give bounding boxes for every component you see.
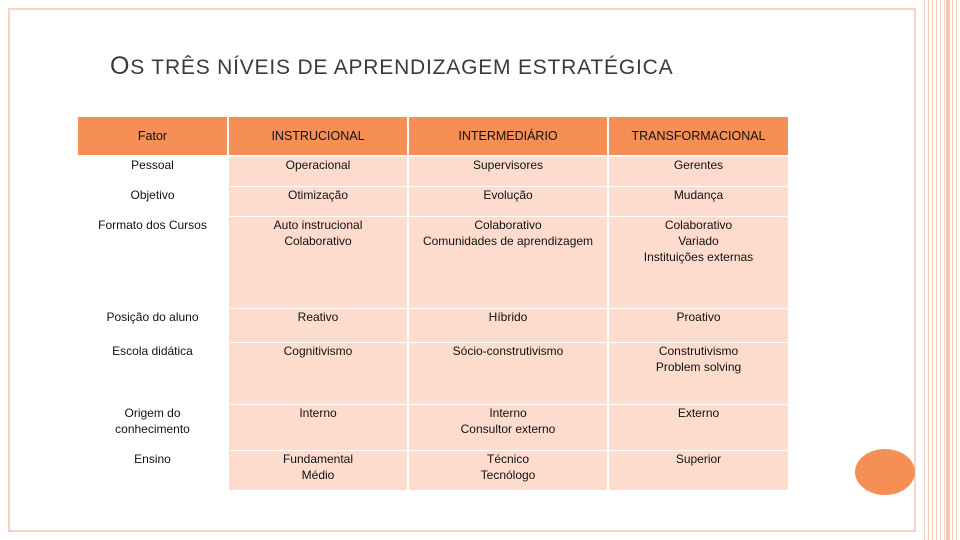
table-cell: Cognitivismo (228, 342, 408, 404)
table-cell: Otimização (228, 186, 408, 216)
table-cell: Evolução (408, 186, 608, 216)
table-row (78, 450, 788, 490)
table-row (78, 308, 788, 342)
table-cell: Supervisores (408, 156, 608, 186)
table-cell: Construtivismo Problem solving (608, 342, 788, 404)
factor-cell: Objetivo (78, 186, 228, 216)
decorative-stripes (924, 0, 960, 540)
factor-cell: Escola didática (78, 342, 228, 404)
slide-title (110, 52, 673, 81)
title-text: S TRÊS NÍVEIS DE APRENDIZAGEM ESTRATÉGICA (130, 56, 674, 79)
learning-levels-table (78, 117, 788, 490)
table-cell: Colaborativo Comunidades de aprendizagem (408, 216, 608, 308)
table-cell: Operacional (228, 156, 408, 186)
table-cell: Híbrido (408, 308, 608, 342)
header-cell: INTERMEDIÁRIO (408, 117, 608, 156)
table-row (78, 404, 788, 450)
factor-cell: Origem do conhecimento (78, 404, 228, 450)
factor-cell: Ensino (78, 450, 228, 490)
factor-cell: Pessoal (78, 156, 228, 186)
table-cell: Reativo (228, 308, 408, 342)
table-row (78, 342, 788, 404)
table-cell: Interno Consultor externo (408, 404, 608, 450)
header-cell: Fator (78, 117, 228, 156)
table-cell: Superior (608, 450, 788, 490)
table-cell: Colaborativo Variado Instituições externas (608, 216, 788, 308)
table-cell: Auto instrucional Colaborativo (228, 216, 408, 308)
decorative-circle (855, 449, 915, 495)
table-cell: Proativo (608, 308, 788, 342)
table-row (78, 156, 788, 186)
factor-cell: Formato dos Cursos (78, 216, 228, 308)
table-cell: Mudança (608, 186, 788, 216)
header-cell: TRANSFORMACIONAL (608, 117, 788, 156)
table-cell: Interno (228, 404, 408, 450)
table-header-row (78, 117, 788, 156)
header-cell: INSTRUCIONAL (228, 117, 408, 156)
table-row (78, 216, 788, 308)
table-cell: Fundamental Médio (228, 450, 408, 490)
title-initial: O (110, 52, 131, 80)
table-row (78, 186, 788, 216)
table-cell: Técnico Tecnólogo (408, 450, 608, 490)
table-cell: Gerentes (608, 156, 788, 186)
table-cell: Sócio-construtivismo (408, 342, 608, 404)
factor-cell: Posição do aluno (78, 308, 228, 342)
table-cell: Externo (608, 404, 788, 450)
